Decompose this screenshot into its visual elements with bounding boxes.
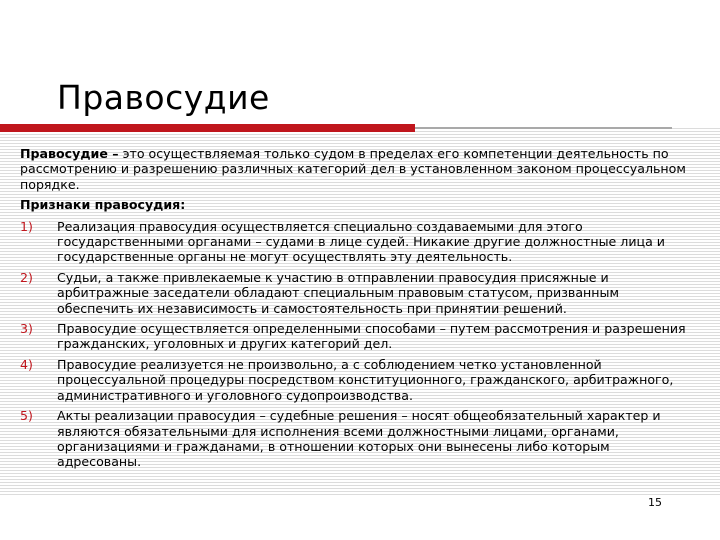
- list-item: [20, 219, 696, 265]
- signs-heading: Признаки правосудия:: [20, 197, 186, 213]
- page-number: 15: [648, 496, 662, 509]
- slide-title: Правосудие: [57, 78, 270, 117]
- list-item-number: 5): [20, 408, 33, 424]
- list-item: [20, 408, 696, 470]
- list-item-text: Правосудие осуществляется определенными способами – путем рассмотрения и разрешения гражданских, уголовных и других категорий дел.: [57, 321, 686, 352]
- list-item: [20, 321, 696, 352]
- list-item-number: 4): [20, 356, 33, 372]
- list-item-number: 3): [20, 321, 33, 337]
- list-item-number: 2): [20, 269, 33, 285]
- list-item-text: Судьи, а также привлекаемые к участию в отправлении правосудия присяжные и арбитражные заседатели обладают специальным правовым статусом, призванным обеспечить их независимость и самостоятельность при принятии решений.: [57, 269, 619, 316]
- list-item-text: Акты реализации правосудия – судебные решения – носят общеобязательный характер и являются обязательными для исполнения всеми должностными лицами, органами, организациями и гражданами, в отношении которых они вынесены либо которым адресованы.: [57, 408, 661, 470]
- list-item: [20, 357, 696, 403]
- slide-body: [20, 146, 696, 475]
- list-item: [20, 270, 696, 316]
- list-item-number: 1): [20, 218, 33, 234]
- definition-paragraph: [20, 146, 696, 192]
- list-item-text: Правосудие реализуется не произвольно, а с соблюдением четко установленной процессуальной процедуры посредством конституционного, гражданского, арбитражного, административного и уголовного судопроизводства.: [57, 356, 674, 403]
- list-item-text: Реализация правосудия осуществляется специально создаваемыми для этого государственными органами – судами в лице судей. Никакие другие должностные лица и государственные органы не могут осуществлять эту деятельность.: [57, 218, 665, 265]
- title-divider-line: [415, 127, 672, 129]
- definition-term: Правосудие –: [20, 146, 119, 161]
- title-accent-bar: [0, 124, 415, 132]
- definition-text: это осуществляемая только судом в пределах его компетенции деятельность по рассмотрению и разрешению различных категорий дел в установленном законом процессуальном порядке.: [20, 146, 686, 192]
